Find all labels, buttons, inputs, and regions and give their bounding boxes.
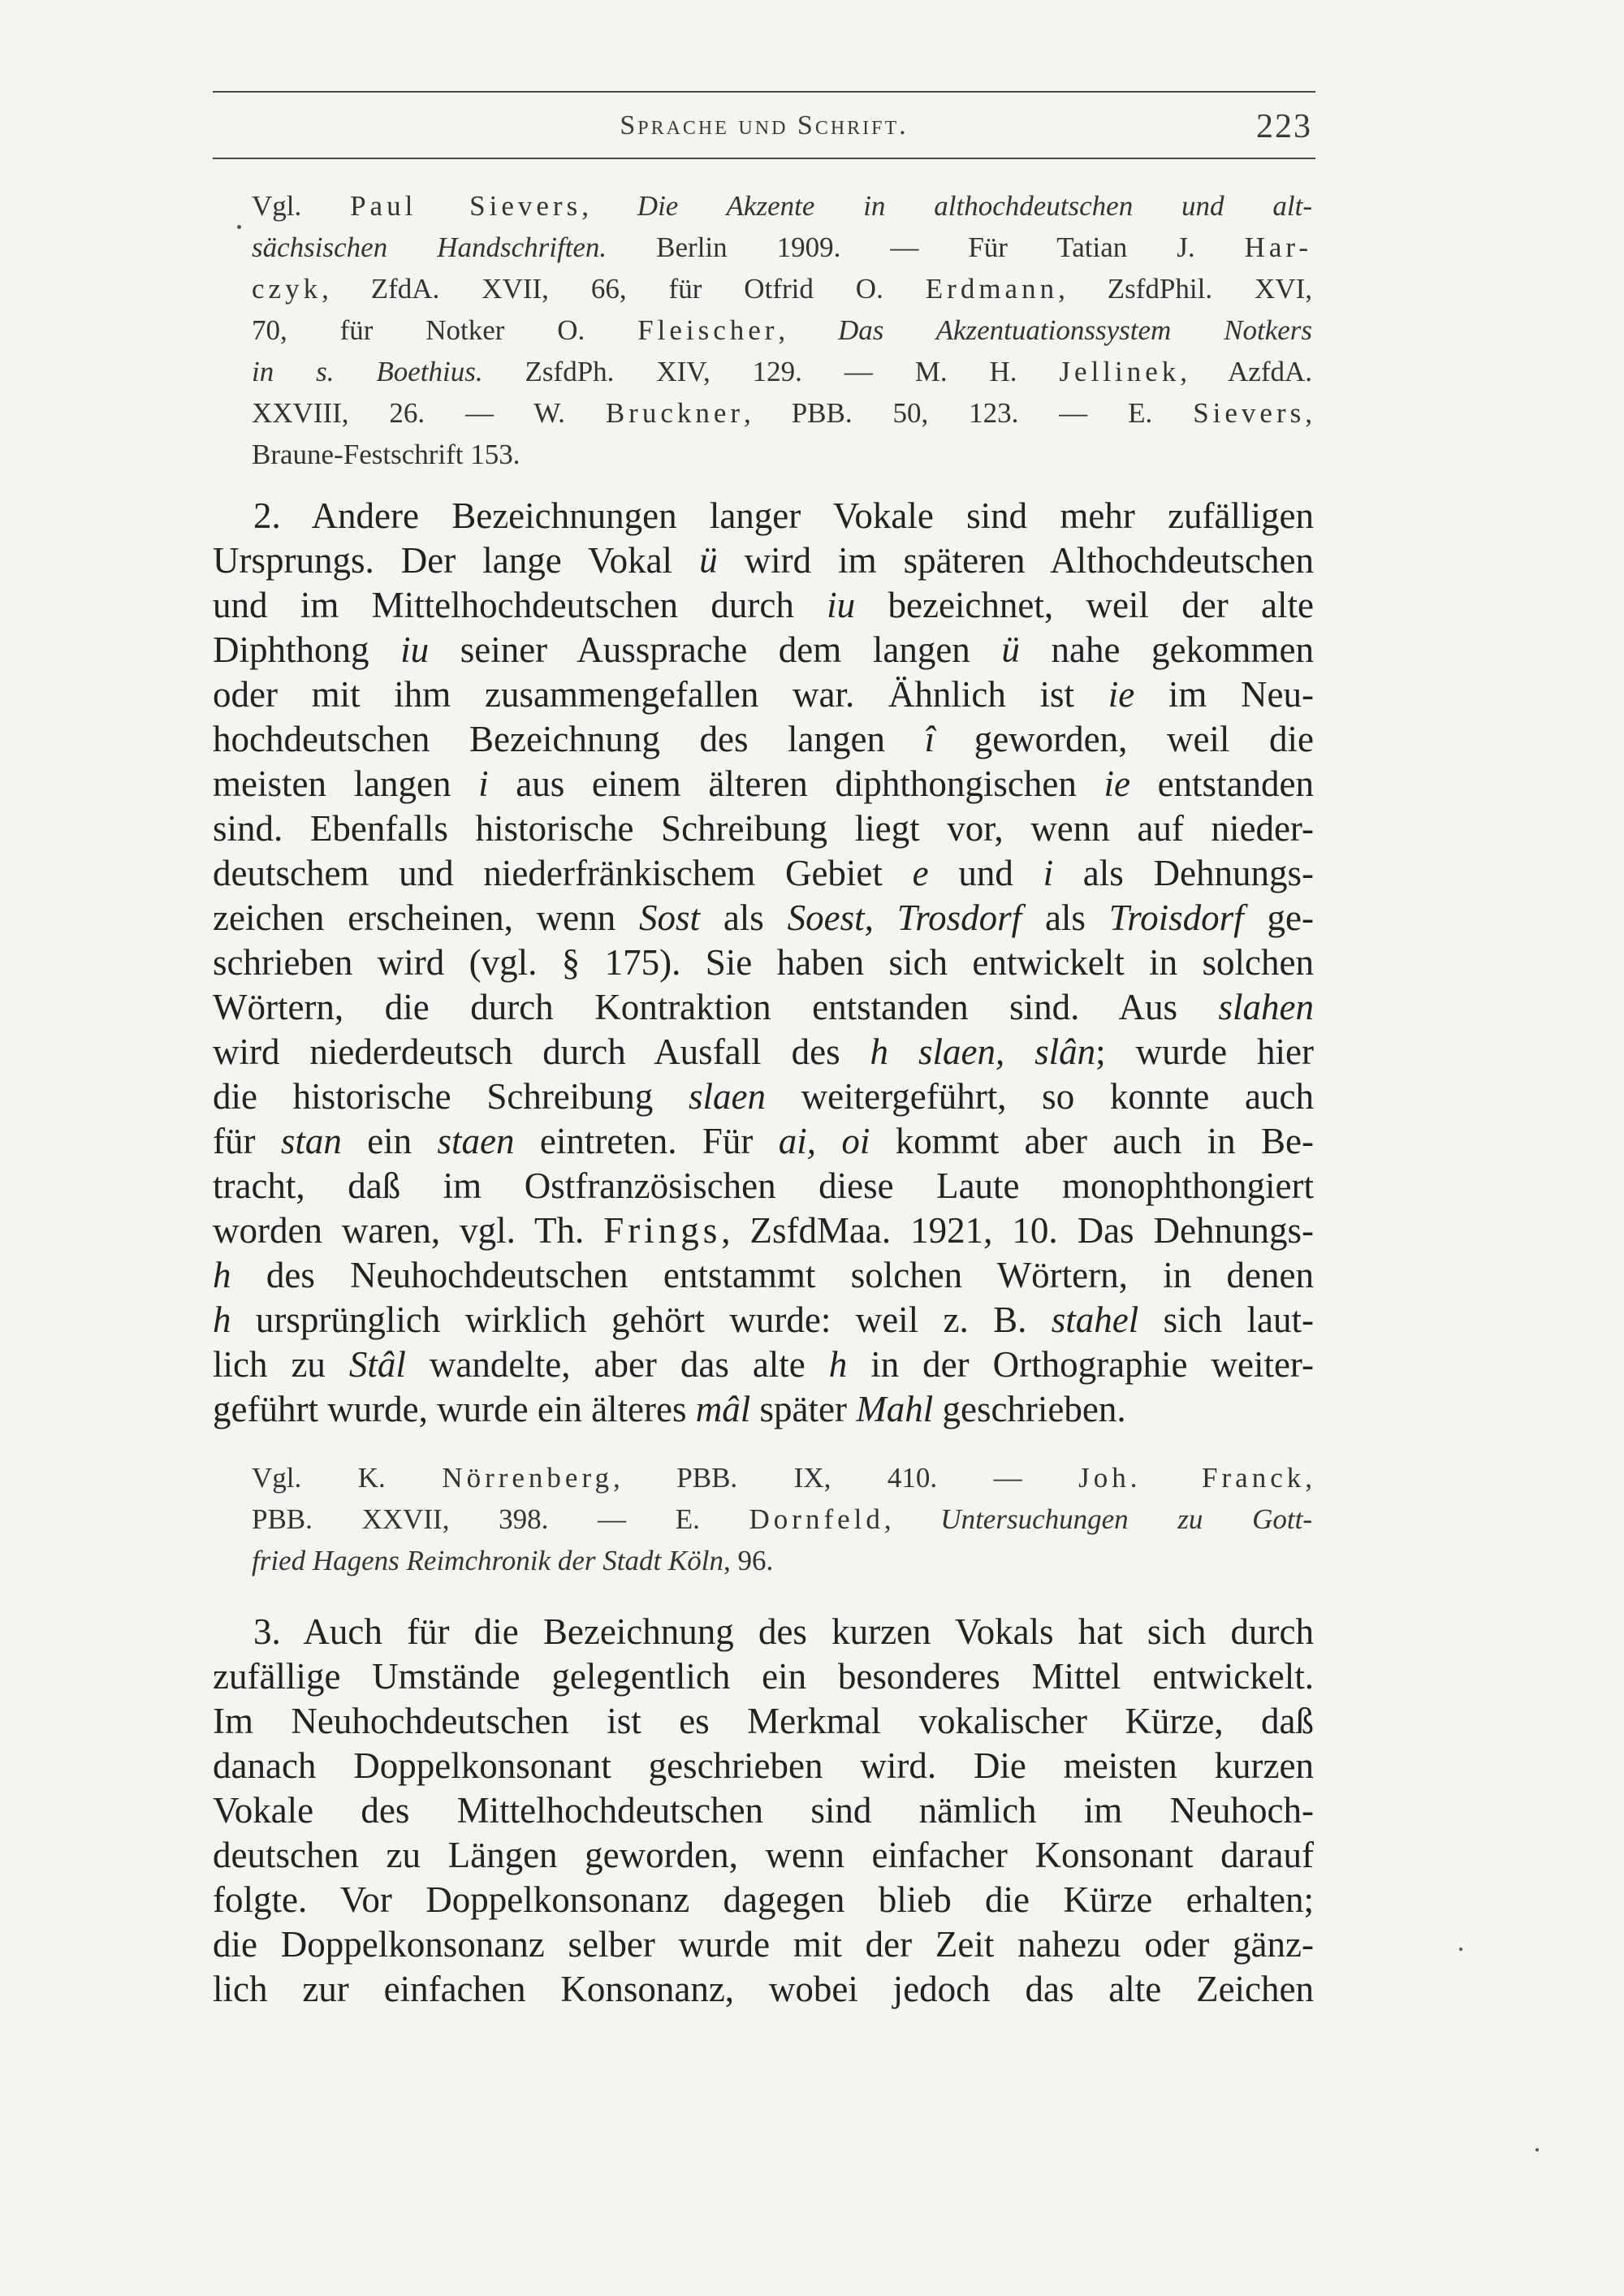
text-line: [213, 1788, 1314, 1833]
text-run: , ZfdA. XVII, 66, für Otfrid O.: [322, 273, 926, 305]
text-run: staen: [437, 1121, 515, 1161]
text-line: [213, 1074, 1314, 1119]
text-run: geschrieben.: [933, 1389, 1126, 1429]
running-title: Sprache und Schrift.: [620, 110, 909, 141]
text-run: Im Neuhochdeutschen ist es Merkmal vokalischer Kürze, daß: [213, 1701, 1314, 1741]
text-line: [252, 434, 1312, 475]
text-run: Berlin 1909. — Für Tatian J.: [607, 231, 1245, 263]
text-run: die Doppelkonsonanz selber wurde mit der Zeit nahezu oder gänz-: [213, 1924, 1314, 1965]
text-run: h: [828, 1344, 848, 1385]
text-line: [213, 1387, 1314, 1432]
page-number: 223: [1256, 108, 1312, 145]
text-run: als: [700, 897, 788, 938]
text-run: Jellinek: [1059, 356, 1181, 387]
text-run: wandelte, aber das alte: [405, 1344, 829, 1385]
text-run: bezeichnet, weil der alte: [855, 585, 1314, 625]
stray-mark: [1535, 2148, 1539, 2151]
text-run: als: [1021, 897, 1109, 938]
text-line: [252, 268, 1312, 309]
text-line: [213, 628, 1314, 672]
text-line: [213, 583, 1314, 628]
text-line: [252, 351, 1312, 392]
text-run: ein: [341, 1121, 438, 1161]
text-run: in der Orthographie weiter-: [847, 1344, 1314, 1385]
text-run: , 96.: [723, 1545, 774, 1576]
text-run: die historische Schreibung: [213, 1076, 689, 1117]
text-run: i: [478, 763, 489, 804]
text-run: sind. Ebenfalls historische Schreibung liegt vor, wenn auf nieder-: [213, 808, 1314, 849]
text-line: [252, 1498, 1312, 1540]
text-run: , ZsfdMaa. 1921, 10. Das Dehnungs-: [721, 1210, 1314, 1251]
text-run: Har-: [1244, 231, 1313, 263]
text-run: schrieben wird (vgl. § 175). Sie haben sich entwickelt in solchen: [213, 942, 1314, 983]
text-run: Dornfeld: [749, 1503, 884, 1535]
text-line: [213, 1967, 1314, 2012]
text-run: zufällige Umstände gelegentlich ein besonderes Mittel entwickelt.: [213, 1656, 1314, 1697]
text-run: seiner Aussprache dem langen: [429, 629, 1002, 670]
text-line: [252, 227, 1312, 268]
text-run: ai, oi: [778, 1121, 870, 1161]
text-run: ; wurde hier: [1095, 1031, 1314, 1072]
text-run: Vgl.: [252, 190, 351, 222]
text-run: Wörtern, die durch Kontraktion entstanden sind. Aus: [213, 987, 1219, 1027]
text-run: kommt aber auch in Be-: [870, 1121, 1314, 1161]
text-run: Erdmann: [925, 273, 1059, 305]
text-run: für: [213, 1121, 281, 1161]
text-run: Braune-Festschrift 153.: [252, 439, 520, 470]
text-line: [213, 940, 1314, 985]
text-run: Bruckner: [605, 397, 745, 429]
text-run: ZsfdPh. XIV, 129. — M. H.: [482, 356, 1060, 387]
text-run: eintreten. Für: [514, 1121, 779, 1161]
text-run: ie: [1104, 763, 1130, 804]
text-line: [252, 1457, 1312, 1498]
text-line: [252, 392, 1312, 434]
text-line: [213, 717, 1314, 762]
text-run: wird im späteren Althochdeutschen: [717, 540, 1314, 581]
text-run: , AzfdA.: [1180, 356, 1313, 387]
text-run: î: [924, 719, 935, 759]
text-run: lich zu: [213, 1344, 349, 1385]
text-run: wird niederdeutsch durch Ausfall des: [213, 1031, 870, 1072]
text-run: 2. Andere Bezeichnungen langer Vokale sind mehr zufälligen: [253, 495, 1314, 536]
text-run: 3. Auch für die Bezeichnung des kurzen Vokals hat sich durch: [253, 1611, 1314, 1652]
text-run: , PBB. 50, 123. — E.: [744, 397, 1194, 429]
running-header: [213, 104, 1315, 153]
text-run: Vgl. K.: [252, 1462, 443, 1494]
text-run: Soest, Trosdorf: [787, 897, 1022, 938]
paragraph-3: [213, 1610, 1314, 2012]
text-run: ie: [1108, 674, 1135, 715]
text-line: [213, 985, 1314, 1030]
text-line: [213, 1298, 1314, 1343]
text-run: ü: [1001, 629, 1020, 670]
text-line: [213, 1343, 1314, 1387]
text-line: [213, 1654, 1314, 1699]
text-line: [213, 896, 1314, 940]
text-run: Fleischer: [637, 314, 779, 346]
text-run: Stâl: [348, 1344, 406, 1385]
text-line: [213, 538, 1314, 583]
text-run: danach Doppelkonsonant geschrieben wird. Die meisten kurzen: [213, 1745, 1314, 1786]
text-run: ,: [1305, 397, 1312, 429]
stray-mark: [237, 225, 241, 229]
text-run: ursprünglich wirklich gehört wurde: weil z. B.: [231, 1299, 1052, 1340]
text-run: Joh. Franck: [1078, 1462, 1306, 1494]
text-run: entstanden: [1129, 763, 1315, 804]
text-run: ü: [699, 540, 718, 581]
text-line: [213, 806, 1314, 851]
text-run: des Neuhochdeutschen entstammt solchen Wörtern, in denen: [231, 1255, 1314, 1295]
text-line: [213, 1164, 1314, 1209]
text-line: [252, 1540, 1312, 1581]
text-run: h: [213, 1299, 231, 1340]
text-line: [213, 1610, 1314, 1654]
text-run: fried Hagens Reimchronik der Stadt Köln: [252, 1545, 723, 1576]
text-run: ,: [883, 1503, 941, 1535]
text-run: geworden, weil die: [935, 719, 1314, 759]
text-run: ge-: [1243, 897, 1314, 938]
text-run: Troisdorf: [1108, 897, 1244, 938]
text-line: [213, 1878, 1314, 1922]
text-line: [213, 1699, 1314, 1744]
text-run: h slaen, slân: [870, 1031, 1096, 1072]
text-run: Paul Sievers: [350, 190, 582, 222]
text-run: Das Akzentuationssystem Notkers: [838, 314, 1313, 346]
text-line: [213, 1030, 1314, 1074]
text-run: ,: [1305, 1462, 1312, 1494]
text-run: hochdeutschen Bezeichnung des langen: [213, 719, 925, 759]
text-run: slaen: [688, 1076, 766, 1117]
text-run: , PBB. IX, 410. —: [613, 1462, 1079, 1494]
text-run: Nörrenberg: [442, 1462, 613, 1494]
text-run: slahen: [1218, 987, 1314, 1027]
text-line: [252, 185, 1312, 227]
text-run: Sievers: [1193, 397, 1306, 429]
text-run: czyk: [252, 273, 322, 305]
text-run: Vokale des Mittelhochdeutschen sind nämlich im Neuhoch-: [213, 1790, 1314, 1831]
text-run: deutschem und niederfränkischem Gebiet: [213, 853, 913, 893]
text-run: und: [928, 853, 1043, 893]
text-run: weitergeführt, so konnte auch: [765, 1076, 1314, 1117]
text-run: Sost: [638, 897, 700, 938]
footnote-block-2: [213, 1457, 1312, 1581]
text-run: ,: [581, 190, 637, 222]
text-line: [213, 1833, 1314, 1878]
text-line: [213, 1922, 1314, 1967]
text-run: deutschen zu Längen geworden, wenn einfacher Konsonant darauf: [213, 1835, 1314, 1875]
text-run: Die Akzente in althochdeutschen und alt-: [637, 190, 1312, 222]
text-line: [213, 762, 1314, 806]
text-run: worden waren, vgl. Th.: [213, 1210, 604, 1251]
text-run: ,: [778, 314, 839, 346]
text-run: Ursprungs. Der lange Vokal: [213, 540, 700, 581]
text-run: und im Mittelhochdeutschen durch: [213, 585, 827, 625]
text-run: zeichen erscheinen, wenn: [213, 897, 639, 938]
header-rule-bottom: [213, 158, 1315, 159]
text-line: [213, 494, 1314, 538]
text-run: e: [912, 853, 929, 893]
text-run: PBB. XXVII, 398. — E.: [252, 1503, 749, 1535]
text-run: Frings: [603, 1210, 722, 1251]
text-run: als Dehnungs-: [1053, 853, 1314, 893]
stray-mark: [1459, 1948, 1462, 1951]
text-run: stahel: [1051, 1299, 1139, 1340]
text-run: nahe gekommen: [1019, 629, 1314, 670]
text-run: in s. Boethius.: [252, 356, 483, 387]
text-run: später: [750, 1389, 857, 1429]
text-run: Untersuchungen zu Gott-: [940, 1503, 1312, 1535]
text-run: h: [213, 1255, 231, 1295]
text-line: [213, 1119, 1314, 1164]
text-run: oder mit ihm zusammengefallen war. Ähnlich ist: [213, 674, 1108, 715]
text-run: iu: [827, 585, 856, 625]
text-line: [213, 1209, 1314, 1253]
text-run: 70, für Notker O.: [252, 314, 638, 346]
text-run: tracht, daß im Ostfranzösischen diese Laute monophthongiert: [213, 1165, 1314, 1206]
text-run: Mahl: [856, 1389, 934, 1429]
text-run: i: [1043, 853, 1054, 893]
text-run: meisten langen: [213, 763, 479, 804]
text-line: [213, 672, 1314, 717]
text-line: [213, 851, 1314, 896]
footnote-block-1: [213, 185, 1312, 475]
text-run: lich zur einfachen Konsonanz, wobei jedoch das alte Zeichen: [213, 1969, 1314, 2009]
text-run: Diphthong: [213, 629, 401, 670]
text-run: folgte. Vor Doppelkonsonanz dagegen blieb die Kürze erhalten;: [213, 1879, 1314, 1920]
text-line: [213, 1744, 1314, 1788]
text-run: , ZsfdPhil. XVI,: [1058, 273, 1313, 305]
text-run: sächsischen Handschriften.: [252, 231, 607, 263]
text-run: aus einem älteren diphthongischen: [488, 763, 1104, 804]
text-run: im Neu-: [1134, 674, 1314, 715]
text-line: [213, 1253, 1314, 1298]
header-rule-top: [213, 91, 1315, 93]
text-run: sich laut-: [1138, 1299, 1314, 1340]
paragraph-2: [213, 494, 1314, 1432]
text-run: mâl: [695, 1389, 751, 1429]
text-run: stan: [280, 1121, 342, 1161]
text-run: geführt wurde, wurde ein älteres: [213, 1389, 696, 1429]
text-run: XXVIII, 26. — W.: [252, 397, 606, 429]
text-run: iu: [400, 629, 430, 670]
text-line: [252, 309, 1312, 351]
